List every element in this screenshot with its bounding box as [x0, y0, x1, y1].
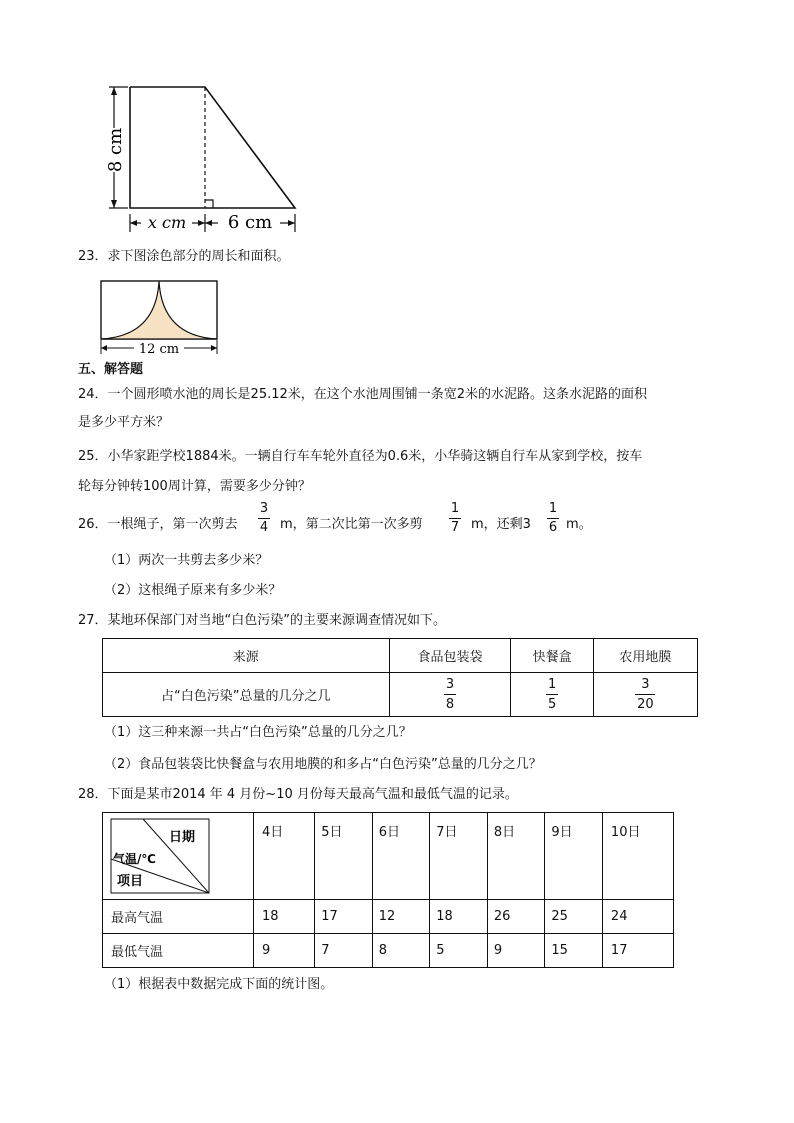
q23-text: 求下图涂色部分的周长和面积。	[107, 249, 290, 264]
q26-part3: m，还剩3	[471, 517, 531, 532]
frac-den: 20	[637, 697, 654, 712]
row-label: 占“白色污染”总量的几分之几	[103, 673, 390, 717]
high-value: 18	[254, 900, 315, 934]
header-film: 农用地膜	[593, 639, 697, 673]
low-value: 5	[430, 934, 488, 968]
corner-diagonals	[103, 813, 253, 899]
q26-part2: m，第二次比第一次多剪	[280, 517, 423, 532]
day-header: 6日	[372, 813, 430, 900]
high-value: 25	[545, 900, 603, 934]
frac-den: 8	[445, 697, 455, 712]
q26-number: 26．	[78, 517, 108, 532]
header-food-bag: 食品包装袋	[389, 639, 511, 673]
low-value: 9	[254, 934, 315, 968]
header-source: 来源	[103, 639, 390, 673]
low-value: 17	[602, 934, 673, 968]
q25-line2: 轮每分钟转100周计算，需要多少分钟？	[78, 479, 311, 494]
temperature-table	[102, 812, 674, 968]
frac-den: 7	[450, 520, 460, 535]
fraction-3-4	[258, 502, 270, 535]
q24-line2: 是多少平方米？	[78, 415, 170, 430]
question-26	[78, 516, 238, 534]
q25-number: 25．	[78, 449, 108, 464]
corner-date: 日期	[169, 830, 196, 845]
right-angle-mark	[205, 200, 213, 208]
frac-den: 5	[547, 697, 557, 712]
q23-number: 23．	[78, 249, 108, 264]
corner-cell	[103, 813, 254, 900]
q26-sub2: （2）这根绳子原来有多少米？	[104, 583, 282, 598]
base-label: 6 cm	[227, 212, 273, 233]
x-label: x cm	[147, 213, 187, 232]
q27-number: 27．	[78, 613, 108, 628]
q26-sub1: （1）两次一共剪去多少米？	[104, 553, 269, 568]
day-header: 8日	[487, 813, 545, 900]
high-value: 17	[315, 900, 373, 934]
question-25	[78, 448, 642, 466]
frac-num: 3	[445, 677, 455, 692]
high-value: 18	[430, 900, 488, 934]
section-title: 五、解答题	[78, 362, 144, 377]
low-value: 8	[372, 934, 430, 968]
question-24	[78, 386, 647, 404]
day-header: 9日	[545, 813, 603, 900]
width-label: 12 cm	[138, 342, 180, 356]
q28-number: 28．	[78, 787, 108, 802]
trapezoid-outline	[130, 87, 295, 208]
low-label: 最低气温	[103, 934, 254, 968]
corner-item: 项目	[117, 874, 144, 889]
day-header: 4日	[254, 813, 315, 900]
high-value: 12	[372, 900, 430, 934]
frac-den: 6	[548, 520, 558, 535]
day-header: 10日	[602, 813, 673, 900]
high-label: 最高气温	[103, 900, 254, 934]
q26-part1: 一根绳子，第一次剪去	[107, 517, 238, 532]
header-lunchbox: 快餐盒	[511, 639, 593, 673]
low-value: 15	[545, 934, 603, 968]
cell-fraction	[389, 673, 511, 717]
q28-sub1: （1）根据表中数据完成下面的统计图。	[104, 977, 334, 992]
low-value: 9	[487, 934, 545, 968]
q28-text: 下面是某市2014 年 4 月份~10 月份每天最高气温和最低气温的记录。	[107, 787, 518, 802]
frac-den: 4	[259, 520, 269, 535]
frac-num: 1	[548, 501, 558, 516]
frac-num: 1	[450, 501, 460, 516]
pollution-table	[102, 638, 698, 717]
day-header: 7日	[430, 813, 488, 900]
trapezoid-figure	[100, 80, 310, 235]
fraction-1-6	[547, 502, 559, 535]
corner-temp: 气温/℃	[113, 852, 156, 866]
fraction-1-7	[449, 502, 461, 535]
question-28	[78, 786, 518, 804]
frac-num: 1	[547, 677, 557, 692]
q26-part4: m。	[566, 517, 592, 532]
shaded-figure	[98, 278, 222, 356]
cell-fraction	[593, 673, 697, 717]
q24-line1: 一个圆形喷水池的周长是25.12米，在这个水池周围铺一条宽2米的水泥路。这条水泥路的面积	[107, 387, 648, 402]
cell-fraction	[511, 673, 593, 717]
height-label: 8 cm	[105, 127, 126, 173]
frac-num: 3	[259, 501, 269, 516]
day-header: 5日	[315, 813, 373, 900]
q27-text: 某地环保部门对当地“白色污染”的主要来源调查情况如下。	[107, 613, 447, 628]
q24-number: 24．	[78, 387, 108, 402]
q25-line1: 小华家距学校1884米。一辆自行车车轮外直径为0.6米，小华骑这辆自行车从家到学校，按车	[107, 449, 643, 464]
q27-sub2: （2）食品包装袋比快餐盒与农用地膜的和多占“白色污染”总量的几分之几？	[104, 757, 542, 772]
q27-sub1: （1）这三种来源一共占“白色污染”总量的几分之几？	[104, 725, 412, 740]
question-27	[78, 612, 446, 630]
frac-num: 3	[641, 677, 650, 692]
low-value: 7	[315, 934, 373, 968]
high-value: 24	[602, 900, 673, 934]
question-23	[78, 248, 290, 266]
high-value: 26	[487, 900, 545, 934]
